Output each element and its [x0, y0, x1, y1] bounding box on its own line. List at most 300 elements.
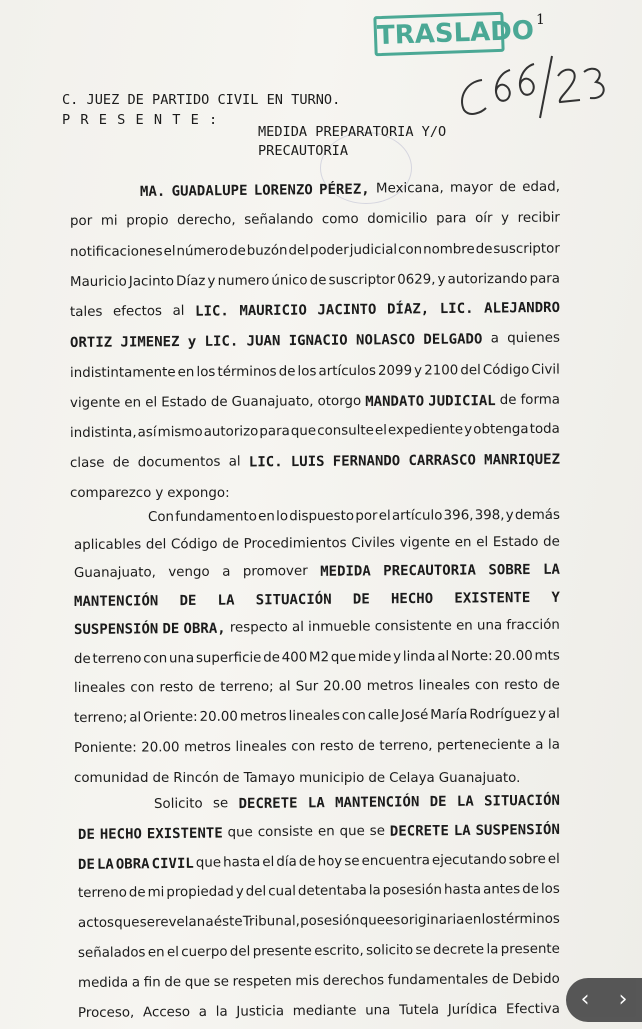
word: por: [355, 508, 378, 524]
word: para: [436, 211, 467, 227]
word: el: [163, 244, 176, 260]
word: fracción: [506, 617, 560, 634]
word: por: [69, 213, 93, 229]
word: toda: [529, 421, 560, 437]
word: terreno: [92, 651, 142, 667]
word: FERNANDO: [332, 453, 401, 470]
word: Justicia: [236, 1004, 285, 1020]
word: vengo: [168, 564, 210, 581]
word: presente: [500, 941, 560, 958]
word: en: [258, 509, 275, 525]
paragraph1-line: [70, 363, 560, 381]
word: terreno: [77, 885, 127, 901]
paragraph2-line: [74, 771, 520, 786]
word: la: [368, 883, 381, 899]
paragraph3-line: [78, 1002, 560, 1021]
word: EXISTENTE: [454, 590, 531, 607]
word: respecto: [229, 620, 288, 636]
word: promover: [242, 563, 308, 580]
word: metros: [183, 739, 232, 756]
word: Jacinto: [128, 274, 175, 290]
word: Acceso: [142, 1005, 191, 1021]
word: edad,: [522, 179, 561, 195]
word: suscriptor: [328, 272, 396, 289]
word: de: [210, 394, 228, 411]
word: que: [184, 974, 211, 991]
word: MANDATO: [365, 393, 425, 410]
word: que: [359, 913, 385, 929]
paragraph1-line: [70, 452, 560, 472]
word: al: [228, 454, 241, 470]
paragraph2-line: [74, 535, 560, 553]
word: SOBRE: [488, 562, 531, 579]
word: Solicito: [153, 796, 203, 812]
word: del: [288, 243, 309, 259]
addressee-line-1: C. JUEZ DE PARTIDO CIVIL EN TURNO.: [62, 92, 341, 108]
paragraph2-line: [74, 707, 560, 726]
word: LIC.: [248, 454, 283, 471]
word: Efectiva: [505, 1001, 560, 1018]
word: como: [321, 211, 359, 228]
word: derechos: [322, 973, 385, 989]
word: de: [499, 392, 517, 408]
word: Sur: [295, 679, 319, 695]
word: forma: [520, 392, 561, 408]
paragraph2-line: [74, 678, 560, 696]
word: 2099: [377, 363, 413, 379]
word: SITUACIÓN: [255, 591, 332, 609]
word: Guanajuato,: [231, 394, 314, 410]
word: de: [128, 885, 146, 901]
word: consulte: [317, 423, 374, 439]
word: posesión: [300, 913, 360, 930]
word: DE: [77, 826, 95, 843]
word: municipio: [299, 771, 365, 786]
word: Civiles: [351, 535, 396, 552]
word: éste: [213, 914, 243, 930]
word: PRECAUTORIA: [383, 562, 477, 580]
word: y: [155, 486, 164, 501]
word: los: [196, 364, 216, 381]
word: de: [368, 771, 386, 786]
word: LA: [307, 795, 325, 812]
word: clase: [69, 455, 105, 471]
word: al: [437, 649, 450, 665]
word: Mauricio: [69, 274, 127, 290]
word: mis: [295, 973, 320, 990]
word: Estado: [492, 534, 539, 551]
word: JUDICIAL: [428, 393, 496, 410]
word: al: [291, 619, 304, 636]
word: resto: [504, 677, 539, 693]
word: posesión: [382, 882, 443, 899]
word: comparezco: [70, 486, 152, 501]
word: y: [393, 649, 402, 665]
paragraph2-line: [74, 649, 560, 667]
word: DÍAZ,: [386, 301, 430, 318]
word: DE: [429, 793, 447, 811]
word: HECHO: [99, 826, 143, 843]
word: respeten: [232, 974, 292, 990]
word: domicilio: [367, 211, 428, 227]
word: mts: [534, 648, 560, 664]
paragraph1-line: [70, 331, 560, 351]
word: recibir: [517, 210, 560, 226]
word: Rincón: [173, 771, 219, 786]
word: lineales: [235, 739, 287, 755]
word: en: [177, 365, 195, 381]
word: 20.00: [494, 648, 533, 665]
word: DELGADO: [423, 331, 483, 348]
word: 396,: [443, 508, 474, 524]
word: señalados: [77, 945, 146, 961]
word: detentaba: [297, 883, 367, 900]
word: vigente: [399, 535, 451, 551]
word: de: [499, 180, 517, 196]
word: expongo:: [167, 486, 230, 501]
word: a: [131, 975, 141, 991]
word: una: [476, 618, 503, 634]
word: Procedimientos: [243, 536, 347, 552]
chevron-right-icon[interactable]: ›: [618, 987, 628, 1012]
word: oír: [475, 211, 493, 227]
paragraph1-line: [70, 242, 560, 260]
word: Norte:: [450, 649, 493, 665]
word: de: [229, 243, 246, 259]
word: GUADALUPE: [171, 182, 248, 200]
word: de: [164, 975, 182, 991]
word: DE: [352, 591, 370, 608]
paragraph1-line: [70, 211, 560, 229]
word: numero: [217, 273, 270, 289]
word: que: [290, 423, 317, 440]
word: señalando: [244, 212, 314, 228]
word: y: [538, 706, 547, 722]
word: el: [476, 535, 489, 551]
word: que: [339, 823, 365, 840]
word: suscriptor: [493, 241, 560, 258]
word: se: [139, 915, 155, 931]
word: MAURICIO: [239, 302, 307, 320]
word: y: [414, 363, 423, 379]
paragraph3-line: [78, 942, 560, 961]
word: al: [547, 706, 560, 722]
word: ejecutando: [431, 852, 507, 869]
word: LA: [543, 561, 561, 578]
word: la: [215, 1004, 228, 1020]
word: superficie: [195, 650, 262, 667]
word: que: [227, 825, 253, 841]
word: dispuesto: [289, 508, 355, 525]
word: tales: [69, 304, 103, 320]
word: para: [529, 271, 561, 287]
word: de: [112, 455, 130, 471]
word: cuerpo: [181, 944, 228, 961]
word: resto: [159, 680, 194, 696]
word: encuentra: [361, 853, 430, 870]
word: LA: [96, 856, 114, 873]
word: de: [309, 273, 327, 289]
word: 400: [281, 650, 308, 666]
word: se: [212, 796, 229, 812]
word: de: [522, 881, 540, 898]
word: lineales: [288, 708, 341, 725]
word: presente: [252, 943, 312, 960]
word: obtenga: [473, 421, 529, 438]
word: de: [358, 738, 375, 755]
word: LA: [456, 793, 474, 810]
word: 20.00: [199, 709, 238, 725]
word: metros: [366, 678, 414, 694]
word: de: [222, 536, 240, 552]
word: los: [540, 881, 560, 897]
word: notificaciones: [69, 244, 163, 260]
word: el: [378, 508, 391, 524]
word: JUAN: [246, 333, 281, 350]
paragraph2-line: [74, 590, 560, 610]
word: demás: [514, 507, 560, 524]
paragraph1-line: [70, 422, 560, 441]
word: decrete: [433, 942, 485, 958]
word: con: [398, 242, 423, 258]
word: DE: [162, 621, 180, 638]
word: otorgo: [317, 393, 362, 410]
word: de: [543, 677, 560, 693]
word: indistinta,: [69, 425, 137, 441]
word: terreno,: [379, 738, 433, 754]
word: se: [369, 823, 386, 839]
word: fundamento: [175, 509, 257, 525]
word: es: [385, 913, 401, 929]
word: mi: [147, 885, 165, 901]
word: hoy: [317, 854, 343, 870]
word: de: [73, 651, 91, 667]
paragraph1-line: [140, 180, 560, 200]
word: en: [454, 535, 472, 551]
subject-line-2: PRECAUTORIA: [258, 143, 349, 159]
word: expediente: [387, 422, 464, 439]
word: DECRETE: [389, 823, 449, 840]
word: Celaya: [389, 771, 435, 786]
word: se: [415, 942, 431, 959]
word: de: [543, 534, 560, 550]
page-navigation: [566, 978, 642, 1022]
word: aplicables: [73, 537, 142, 553]
word: en: [464, 912, 482, 928]
word: el: [262, 854, 275, 871]
word: y: [464, 422, 473, 438]
word: al: [129, 710, 142, 726]
word: con: [291, 739, 316, 755]
word: la: [547, 737, 560, 753]
word: documentos: [137, 454, 221, 471]
word: una: [365, 1003, 391, 1019]
word: Código: [482, 362, 530, 379]
word: EXISTENTE: [146, 825, 223, 843]
word: con: [474, 678, 500, 694]
word: sobre: [508, 852, 546, 868]
word: de: [198, 680, 216, 696]
word: el: [547, 851, 560, 868]
word: de: [298, 854, 316, 870]
word: escrito,: [314, 943, 364, 959]
word: Proceso,: [77, 1005, 135, 1021]
word: lineales: [418, 678, 471, 694]
word: a: [490, 331, 499, 347]
word: MANTENCIÓN: [334, 794, 420, 812]
word: Tutela: [399, 1002, 440, 1019]
word: ORTIZ: [69, 334, 113, 351]
word: MEDIDA: [320, 563, 371, 580]
word: Con: [147, 509, 175, 525]
word: revelan: [155, 914, 206, 931]
word: que: [195, 855, 222, 871]
word: JIMENEZ: [120, 334, 180, 351]
word: solicito: [365, 943, 414, 959]
word: resto: [319, 739, 354, 755]
word: 20.00: [141, 740, 180, 756]
word: artículo: [391, 508, 443, 524]
word: LA: [453, 822, 471, 840]
word: LIC.: [195, 303, 229, 320]
word: que: [330, 650, 357, 666]
word: el: [166, 945, 179, 961]
word: inmueble: [308, 619, 371, 635]
word: 20.00: [323, 678, 362, 695]
word: metros: [239, 709, 287, 725]
paragraph1-line: [70, 300, 560, 321]
word: Tamayo: [243, 771, 296, 786]
word: lineales: [73, 680, 126, 696]
word: Y: [551, 589, 560, 606]
word: indistintamente: [69, 365, 176, 381]
word: consiste: [257, 824, 314, 841]
word: poder: [309, 243, 349, 259]
word: Estado: [161, 395, 207, 411]
paragraph1-line: [70, 272, 560, 290]
word: Jurídica: [447, 1002, 498, 1018]
paragraph3-line: [78, 912, 560, 931]
word: el: [145, 395, 158, 411]
word: Tribunal,: [242, 914, 300, 930]
word: términos: [500, 911, 560, 928]
word: SITUACIÓN: [483, 792, 560, 810]
word: lo: [276, 509, 289, 525]
word: hasta: [443, 882, 482, 898]
traslado-stamp: TRASLADO: [373, 12, 504, 57]
word: MANRIQUEZ: [484, 451, 561, 469]
word: DE: [179, 592, 197, 610]
word: IGNACIO: [288, 332, 348, 350]
word: en: [317, 824, 335, 840]
word: LIC.: [439, 300, 474, 318]
word: a: [205, 914, 214, 930]
word: María: [430, 707, 468, 723]
word: Debido: [512, 971, 560, 988]
page-number: 1: [536, 12, 545, 28]
word: autorizando: [447, 271, 528, 288]
word: Oriente:: [143, 709, 198, 726]
word: del: [145, 537, 167, 553]
word: fundamentales: [387, 972, 489, 989]
word: a: [222, 564, 231, 580]
word: linda: [402, 649, 436, 665]
word: se: [213, 974, 229, 990]
paragraph2-line: [74, 562, 560, 582]
word: Guanajuato.: [438, 771, 521, 786]
word: judicial: [349, 242, 398, 259]
word: medida: [77, 975, 129, 991]
word: de: [475, 242, 493, 258]
word: mide: [357, 649, 392, 666]
word: originaria: [400, 912, 465, 929]
word: NOLASCO: [355, 331, 416, 349]
word: calle: [367, 708, 400, 724]
word: MANTENCIÓN: [73, 593, 159, 610]
word: terreno;: [220, 679, 274, 695]
word: Guanajuato,: [73, 565, 156, 581]
word: una: [168, 651, 195, 667]
word: los: [297, 364, 317, 380]
word: Mexicana,: [375, 180, 444, 197]
word: 0629,: [397, 272, 436, 288]
word: HECHO: [390, 590, 434, 608]
chevron-left-icon[interactable]: ‹: [580, 987, 590, 1012]
word: ALEJANDRO: [484, 299, 561, 317]
word: Rodríguez: [469, 706, 537, 723]
word: términos: [217, 364, 277, 380]
word: del: [229, 944, 251, 960]
word: autorizo: [203, 424, 259, 440]
word: en: [455, 618, 473, 634]
word: CARRASCO: [408, 452, 476, 470]
word: y: [505, 508, 514, 524]
word: Díaz: [176, 274, 206, 290]
word: LIC.: [204, 333, 239, 350]
paragraph3-line: [78, 882, 560, 901]
handwritten-case-number: [452, 52, 612, 122]
word: número: [176, 243, 229, 260]
word: del: [460, 363, 481, 379]
word: buzón: [246, 243, 288, 259]
paragraph2-line: [74, 738, 560, 756]
word: que: [114, 915, 140, 931]
word: la: [486, 942, 499, 958]
word: y: [501, 210, 510, 226]
word: del: [245, 884, 267, 900]
word: en: [124, 395, 142, 411]
word: JACINTO: [317, 301, 377, 319]
paragraph1-line: [70, 393, 560, 412]
word: el: [374, 423, 388, 439]
word: y: [437, 272, 446, 288]
word: con: [341, 708, 366, 724]
word: nombre: [423, 242, 475, 258]
word: día: [276, 854, 297, 870]
word: Poniente:: [73, 740, 137, 756]
word: terreno;: [73, 710, 128, 726]
word: al: [278, 679, 291, 695]
word: en: [147, 945, 165, 961]
word: de: [278, 364, 296, 380]
word: quienes: [507, 330, 560, 347]
word: LUIS: [290, 453, 325, 471]
word: a: [535, 737, 544, 753]
word: antes: [483, 882, 521, 898]
word: Código: [170, 536, 218, 553]
word: mayor: [449, 180, 493, 196]
word: efectos: [112, 304, 163, 320]
